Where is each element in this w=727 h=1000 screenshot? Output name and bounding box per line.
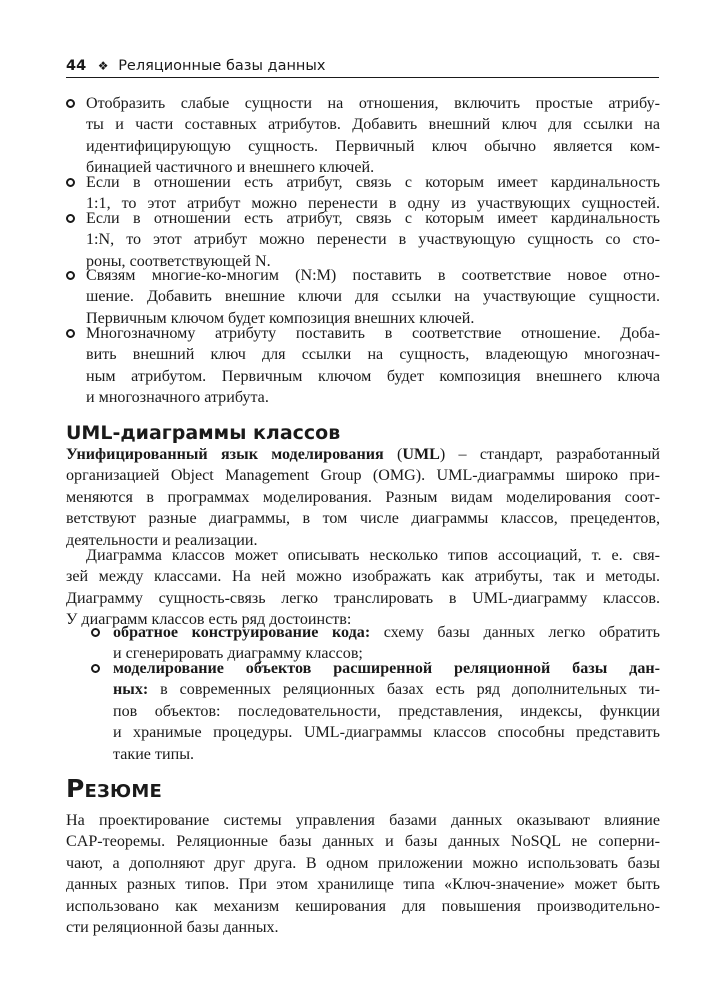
text-line: Отобразить слабые сущности на отношения, включить простые атрибу- [86,95,660,112]
four-diamond-ornament-icon: ❖ [97,59,109,73]
text-line: Связям многие-ко-многим (N:M) поставить в соответствие новое отно- [86,267,660,284]
text-line: CAP-теоремы. Реляционные базы данных и базы данных NoSQL не соперни- [66,833,660,851]
text-fragment: ( [383,446,403,463]
bold-term: моделирование объектов расширенной реляционной базы дан- [113,660,660,677]
text-line: организацией Object Management Group (OMG). UML-диаграммы широко при- [66,467,660,485]
text-line: 1:N, то этот атрибут можно перенести в участвующую сущность со сто- [86,231,660,249]
text-line: и сгенерировать диаграмму классов; [113,645,363,663]
running-header [66,55,659,78]
bold-term: Унифицированный язык моделирования [66,446,384,463]
text-line: Многозначному атрибуту поставить в соответствие отношение. Доба- [86,325,660,342]
section-heading-summary: Резюме [66,774,162,803]
text-line: меняются в программах моделирования. Разным видам моделирования соот- [66,488,660,506]
text-line: данных разных типов. При этом хранилище типа «Ключ-значение» может быть [66,876,660,894]
text-line: На проектирование системы управления базами данных оказывают влияние [66,812,660,829]
text-line: вить внешний ключ для ссылки на сущность, владеющую многознач- [86,346,660,364]
text-line: идентифицирующую сущность. Первичный ключ обычно является ком- [86,137,660,155]
hollow-circle-bullet-icon [66,214,75,223]
summary-paragraph [66,810,660,938]
text-line: 1:1, то этот атрибут можно перенести в одну из участвующих сущностей. [86,195,660,213]
text-line: деятельности и реализации. [66,531,258,549]
page-number: 44 [66,58,87,74]
text-line [113,658,660,679]
advantages-list-item [113,658,660,765]
text-line: и хранимые процедуры. UML-диаграммы классов способны представить [113,724,660,742]
running-title: Реляционные базы данных [118,58,326,74]
text-line: Если в отношении есть атрибут, связь с которым имеет кардинальность [86,210,660,227]
rules-list-item [86,265,660,329]
text-line: Диаграмму сущность-связь легко транслировать в UML-диаграмму классов. [66,589,660,607]
hollow-circle-bullet-icon [91,664,100,673]
text-line: ветствуют разные диаграммы, в том числе диаграммы классов, прецедентов, [66,510,660,528]
hollow-circle-bullet-icon [91,628,100,637]
hollow-circle-bullet-icon [66,178,75,187]
text-line: роны, соответствующей N. [86,252,271,270]
rules-list-item [86,93,660,179]
text-line: пов объектов: последовательности, представления, индексы, функции [113,702,660,720]
text-line: сти реляционной базы данных. [66,918,279,936]
text-line: Первичным ключом будет композиция внешних ключей. [86,309,475,327]
rules-list-item [86,208,660,272]
bold-term: обратное конструирование кода: [113,624,371,641]
bold-abbr: UML [402,446,440,463]
bold-term: ных: [113,681,149,699]
text-line [113,622,660,643]
rules-list-item [86,323,660,409]
text-line [113,679,660,700]
hollow-circle-bullet-icon [66,329,75,338]
text-line: зей между классами. На ней можно изображать как атрибуты, так и методы. [66,568,660,586]
text-fragment: ) – стандарт, разработанный [439,446,660,463]
text-line: Диаграмма классов может описывать несколько типов ассоциаций, т. е. свя- [86,547,660,564]
text-line: Если в отношении есть атрибут, связь с которым имеет кардинальность [86,174,660,191]
text-line [66,444,660,465]
text-line: чают, а дополняют друг друга. В одном приложении можно использовать базы [66,854,660,872]
text-line: и многозначного атрибута. [86,389,269,407]
hollow-circle-bullet-icon [66,271,75,280]
text-line: бинацией частичного и внешнего ключей. [86,159,375,177]
text-line: ным атрибутом. Первичным ключом будет композиция внешнего ключа [86,367,660,385]
hollow-circle-bullet-icon [66,99,75,108]
text-line: такие типы. [113,745,195,763]
text-fragment: схему базы данных легко обратить [370,624,660,641]
uml-class-diagram-paragraph [66,545,660,631]
uml-intro-paragraph [66,444,660,551]
text-line: ты и части составных атрибутов. Добавить внешний ключ для ссылки на [86,116,660,134]
text-line: У диаграмм классов есть ряд достоинств: [66,611,352,629]
text-line: шение. Добавить внешние ключи для ссылки на участвующие сущности. [86,288,660,306]
section-heading-uml: UML-диаграммы классов [66,422,341,444]
text-line: использовано как механизм кеширования для повышения производительно- [66,897,660,915]
text-fragment: в современных реляционных базах есть ряд дополнительных ти- [148,681,660,699]
